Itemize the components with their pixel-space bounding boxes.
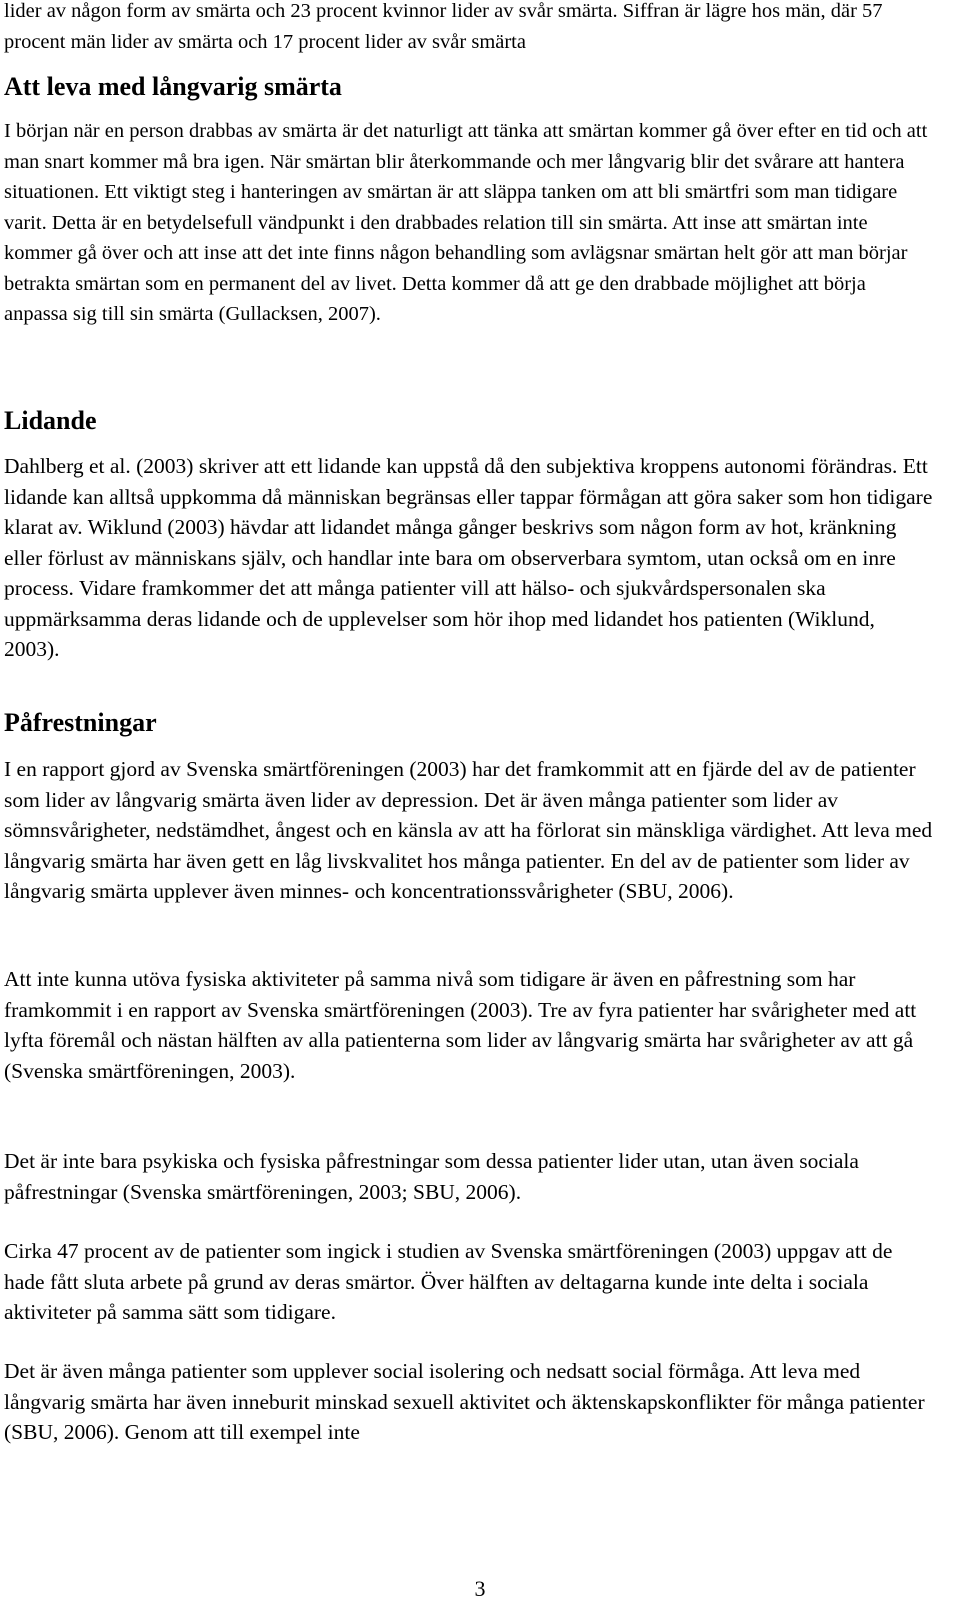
paragraph-langvarig: I början när en person drabbas av smärta är det naturligt att tänka att smärtan kommer gå över efter en tid och att man snart kommer må bra igen. När smärtan blir återkommande och mer långvarig blir det svårare att hantera situationen. Ett viktigt steg i hanteringen av smärtan är att släppa tanken om att bli smärtfri som man tidigare varit. Detta är en betydelsefull vändpunkt i den drabbades relation till sin smärta. Att inse att smärtan inte kommer gå över och att inse att det inte finns någon behandling som avlägsnar smärtan helt gör att man börjar betrakta smärtan som en permanent del av livet. Detta kommer då att ge den drabbade möjlighet att börja anpassa sig till sin smärta (Gullacksen, 2007). (4, 120, 928, 325)
paragraph-pafrestningar-5-block (4, 1356, 934, 1448)
paragraph-pafrestningar-4-block (4, 1236, 934, 1328)
intro-fragment: lider av någon form av smärta och 23 procent kvinnor lider av svår smärta. Siffran är lägre hos män, där 57 procent män lider av smärta och 17 procent lider av svår smärta (4, 0, 883, 53)
paragraph-pafrestningar-2: Att inte kunna utöva fysiska aktiviteter på samma nivå som tidigare är även en påfrestning som har framkommit i en rapport av Svenska smärtföreningen (2003). Tre av fyra patienter har svårigheter med att lyfta föremål och nästan hälften av alla patienterna som lider av långvarig smärta har svårigheter av att gå (Svenska smärtföreningen, 2003). (4, 967, 917, 1083)
paragraph-pafrestningar-5: Det är även många patienter som upplever social isolering och nedsatt social förmåga. Att leva med långvarig smärta har även inneburit minskad sexuell aktivitet och äktenskapskonflikter för många patienter (SBU, 2006). Genom att till exempel inte (4, 1359, 925, 1444)
paragraph-lidande: Dahlberg et al. (2003) skriver att ett lidande kan uppstå då den subjektiva kroppens autonomi förändras. Ett lidande kan alltså uppkomma då människan begränsas eller tappar förmågan att göra saker som hon tidigare klarat av. Wiklund (2003) hävdar att lidandet många gånger beskrivs som någon form av hot, kränkning eller förlust av människans själv, och handlar inte bara om observerbara symtom, utan också om en inre process. Vidare framkommer det att många patienter vill att hälso- och sjukvårdspersonalen ska uppmärksamma deras lidande och de upplevelser som hör ihop med lidandet hos patienten (Wiklund, 2003). (4, 454, 933, 661)
paragraph-pafrestningar-2-block (4, 964, 934, 1086)
heading-lidande: Lidande (4, 406, 97, 435)
paragraph-pafrestningar-1: I en rapport gjord av Svenska smärtföreningen (2003) har det framkommit att en fjärde del av de patienter som lider av långvarig smärta även lider av depression. Det är även många patienter som lider av sömnsvårigheter, nedstämdhet, ångest och en känsla av att ha förlorat sin mänskliga värdighet. Att leva med långvarig smärta har även gett en låg livskvalitet hos många patienter. En del av de patienter som lider av långvarig smärta upplever även minnes- och koncentrationssvårigheter (SBU, 2006). (4, 757, 933, 903)
paragraph-pafrestningar-1-block (4, 754, 934, 907)
heading-langvarig-smarta: Att leva med långvarig smärta (4, 72, 342, 101)
heading-pafrestningar: Påfrestningar (4, 708, 157, 737)
section-lidande (4, 451, 934, 665)
page-number: 3 (474, 1576, 486, 1601)
paragraph-pafrestningar-3-block (4, 1146, 934, 1207)
paragraph-pafrestningar-4: Cirka 47 procent av de patienter som ingick i studien av Svenska smärtföreningen (2003) uppgav att de hade fått sluta arbete på grund av deras smärtor. Över hälften av deltagarna kunde inte delta i sociala aktiviteter på samma sätt som tidigare. (4, 1239, 893, 1324)
paragraph-pafrestningar-3: Det är inte bara psykiska och fysiska påfrestningar som dessa patienter lider utan, utan även sociala påfrestningar (Svenska smärtföreningen, 2003; SBU, 2006). (4, 1149, 859, 1204)
section-langvarig (4, 116, 934, 330)
